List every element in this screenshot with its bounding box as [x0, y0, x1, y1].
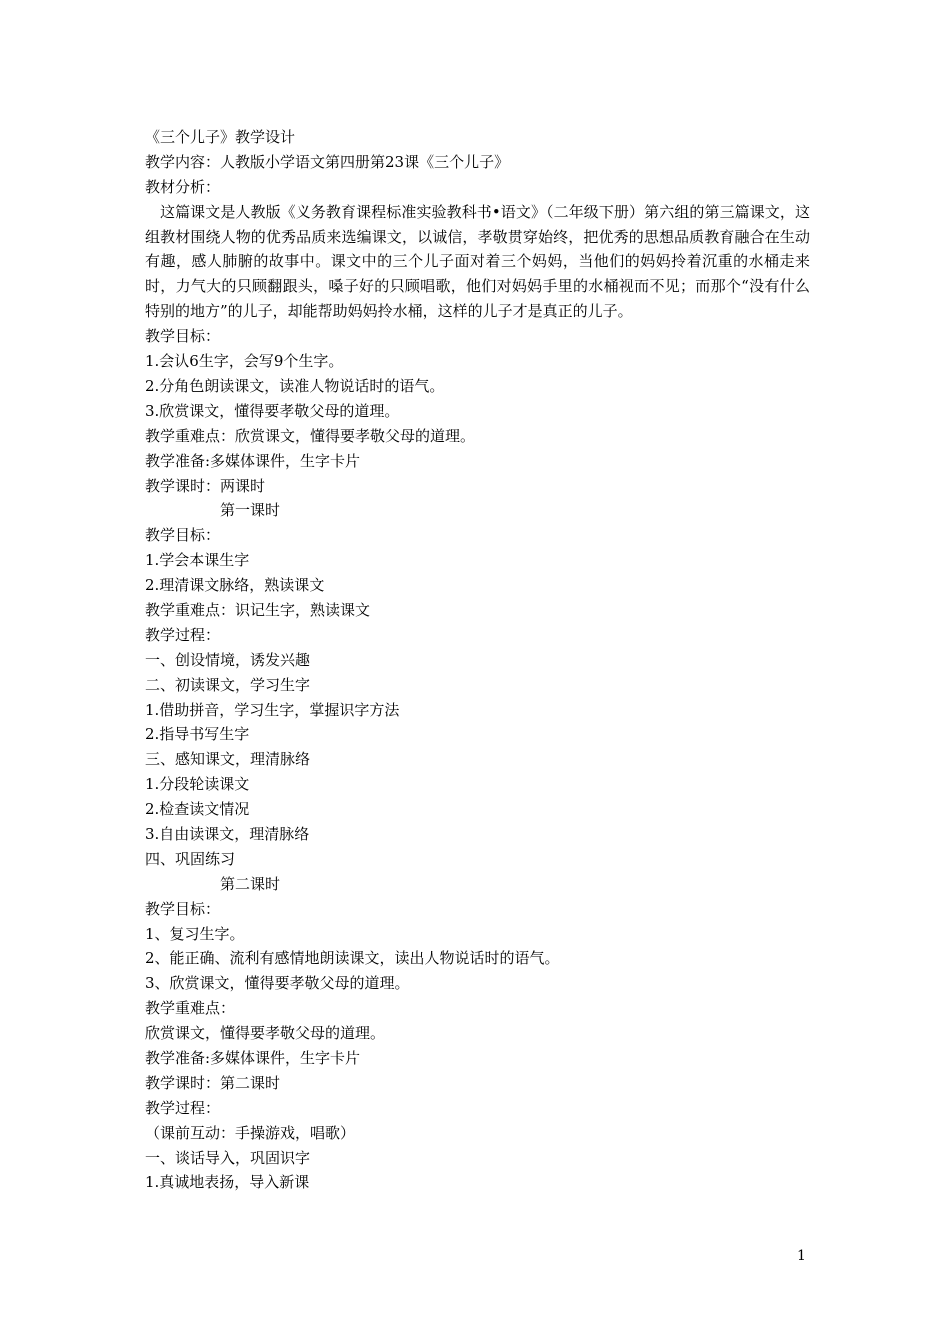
analysis-heading: 教材分析： — [145, 177, 221, 196]
lesson2-heading: 第二课时 — [220, 874, 281, 893]
lesson1-line: 教学目标： — [145, 526, 221, 545]
lesson2-line: 教学重难点： — [145, 999, 236, 1018]
body-line: 教学课时：两课时 — [145, 476, 266, 495]
lesson1-line: 3.自由读课文，理清脉络 — [145, 825, 310, 844]
lesson1-heading: 第一课时 — [220, 501, 281, 520]
lesson1-line: 1.分段轮读课文 — [145, 775, 250, 794]
lesson2-line: 欣赏课文，懂得要孝敬父母的道理。 — [145, 1024, 386, 1043]
lesson1-line: 2.检查读文情况 — [145, 800, 250, 819]
lesson1-line: 教学重难点：识记生字，熟读课文 — [145, 601, 371, 619]
lesson2-line: 教学目标： — [145, 899, 221, 918]
document-title: 《三个儿子》教学设计 — [145, 128, 296, 146]
lesson2-line: 1、复习生字。 — [145, 924, 245, 943]
lesson1-line: 三、感知课文，理清脉络 — [145, 750, 311, 769]
analysis-paragraph: 这篇课文是人教版《义务教育课程标准实验教科书•语文》（二年级下册）第六组的第三篇课文，这组教材围绕人物的优秀品质来选编课文，以诚信，孝敬贯穿始终，把优秀的思想品质教育融合在生动有趣，感人肺腑的故事中。课文中的三个儿子面对着三个妈妈，当他们的妈妈拎着沉重的水桶走来时，力气大的只顾翻跟头，嗓子好的只顾唱歌，他们对妈妈手里的水桶视而不见；而那个“没有什么特别的地方”的儿子，却能帮助妈妈拎水桶，这样的儿子才是真正的儿子。 — [145, 202, 810, 321]
lesson1-line: 四、巩固练习 — [145, 849, 236, 868]
lesson1-line: 二、初读课文，学习生字 — [145, 675, 311, 694]
body-line: 教学准备:多媒体课件，生字卡片 — [145, 451, 361, 470]
lesson2-line: （课前互动：手操游戏，唱歌） — [145, 1123, 356, 1142]
lesson2-line: 教学过程： — [145, 1098, 221, 1117]
body-line: 2.分角色朗读课文，读准人物说话时的语气。 — [145, 376, 445, 395]
lesson2-line: 2、能正确、流利有感情地朗读课文，读出人物说话时的语气。 — [145, 949, 560, 968]
lesson1-line: 2.理清课文脉络，熟读课文 — [145, 576, 325, 595]
lesson2-line: 教学准备:多媒体课件，生字卡片 — [145, 1049, 361, 1068]
lesson2-line: 1.真诚地表扬，导入新课 — [145, 1173, 310, 1192]
lesson1-line: 2.指导书写生字 — [145, 725, 250, 744]
lesson2-line: 教学课时：第二课时 — [145, 1073, 281, 1092]
lesson2-line: 一、谈话导入，巩固识字 — [145, 1148, 311, 1167]
document-body — [145, 125, 810, 1195]
body-line: 1.会认6生字，会写9个生字。 — [145, 352, 344, 371]
body-line: 教学重难点：欣赏课文，懂得要孝敬父母的道理。 — [145, 426, 476, 445]
lesson2-line: 3、欣赏课文，懂得要孝敬父母的道理。 — [145, 974, 410, 993]
lesson1-line: 教学过程： — [145, 625, 221, 644]
lesson1-line: 1.借助拼音，学习生字，掌握识字方法 — [145, 700, 400, 719]
teaching-content-line: 教学内容：人教版小学语文第四册第23课《三个儿子》 — [145, 152, 510, 171]
body-line: 3.欣赏课文，懂得要孝敬父母的道理。 — [145, 401, 400, 420]
lesson1-line: 一、创设情境，诱发兴趣 — [145, 650, 311, 669]
page-number: 1 — [797, 1248, 806, 1264]
body-line: 教学目标： — [145, 327, 221, 346]
lesson1-line: 1.学会本课生字 — [145, 551, 250, 570]
